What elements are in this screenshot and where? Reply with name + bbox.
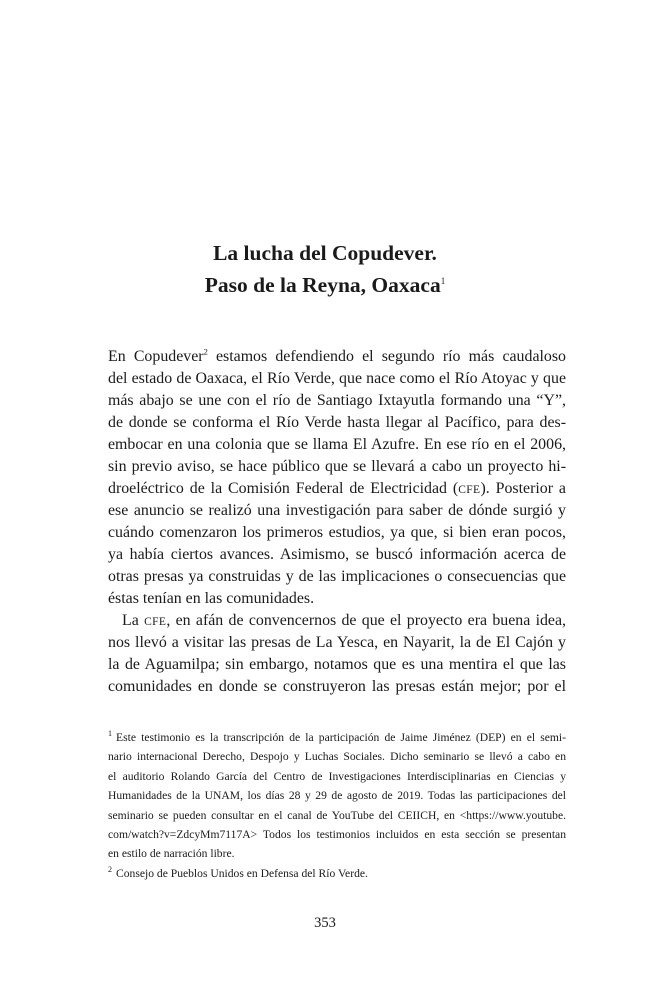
footnote-line: el auditorio Rolando García del Centro de Investigaciones Interdisciplinarias en Ciencias y <box>108 769 566 783</box>
body-line: ya había ciertos avances. Asimismo, se buscó información acerca de <box>108 546 566 563</box>
body-line: éstas tenían en las comunidades. <box>108 590 315 607</box>
body-line: sin previo aviso, se hace público que se llevará a cabo un proyecto hi- <box>108 458 566 475</box>
footnote-number-1: 1 <box>108 729 112 739</box>
acronym-cfe: CFE <box>144 616 167 628</box>
footnote-line: seminario se pueden consultar en el canal de YouTube del CEIICH, en <https://www.youtube. <box>108 808 566 822</box>
footnote-ref-2: 2 <box>203 346 208 357</box>
body-line: más abajo se une con el río de Santiago Ixtayutla formando una “Y”, <box>108 392 566 409</box>
footnote-line: en estilo de narración libre. <box>108 847 235 861</box>
body-line: nos llevó a visitar las presas de La Yesca, en Nayarit, la de El Cajón y <box>108 634 566 651</box>
body-line: La CFE, en afán de convencernos de que el proyecto era buena idea, <box>122 612 566 629</box>
body-line: del estado de Oaxaca, el Río Verde, que nace como el Río Atoyac y que <box>108 370 566 387</box>
chapter-title-line-1: La lucha del Copudever. <box>213 241 437 265</box>
acronym-cfe: CFE <box>458 484 481 496</box>
footnote-line: $^1$ Este testimonio es la transcripción de la participación de Jaime Jiménez (DEP) en el semi- <box>108 729 566 744</box>
footnote-line: $^2$ Consejo de Pueblos Unidos en Defensa del Río Verde. <box>108 864 368 880</box>
footnote-line: nario internacional Derecho, Despojo y Luchas Sociales. Dicho seminario se llevó a cabo en <box>108 750 566 764</box>
chapter-subtitle: Paso de la Reyna, Oaxaca <box>204 273 441 298</box>
footnote-number-2: 2 <box>108 864 112 874</box>
body-line: la de Aguamilpa; sin embargo, notamos que es una mentira el que las <box>108 656 566 673</box>
body-line: En Copudever$^2$ estamos defendiendo el segundo río más caudaloso <box>108 346 566 365</box>
body-line: de donde se conforma el Río Verde hasta llegar al Pacífico, para des- <box>108 414 566 431</box>
body-line: embocar en una colonia que se llama El Azufre. En ese río en el 2006, <box>108 436 566 453</box>
page-number: 353 <box>314 915 336 931</box>
body-text <box>108 346 566 698</box>
body-line: droeléctrico de la Comisión Federal de Electricidad (CFE). Posterior a <box>108 480 566 497</box>
footnote-line: Humanidades de la UNAM, los días 28 y 29 de agosto de 2019. Todas las participaciones del <box>108 789 566 803</box>
body-line: cuándo comenzaron los primeros estudios, ya que, si bien eran pocos, <box>108 524 566 541</box>
chapter-title-line-2 <box>0 267 650 299</box>
body-line: ese anuncio se realizó una investigación para saber de dónde surgió y <box>108 502 566 519</box>
chapter-title <box>0 239 650 299</box>
footnote-line: com/watch?v=ZdcyMm7117A> Todos los testimonios incluidos en esta sección se presentan <box>108 827 566 841</box>
body-line: otras presas ya construidas y de las implicaciones o consecuencias que <box>108 568 566 585</box>
footnote-ref-1: 1 <box>440 276 446 286</box>
footnotes <box>108 728 566 883</box>
body-line: comunidades en donde se construyeron las presas están mejor; por el <box>108 678 566 695</box>
